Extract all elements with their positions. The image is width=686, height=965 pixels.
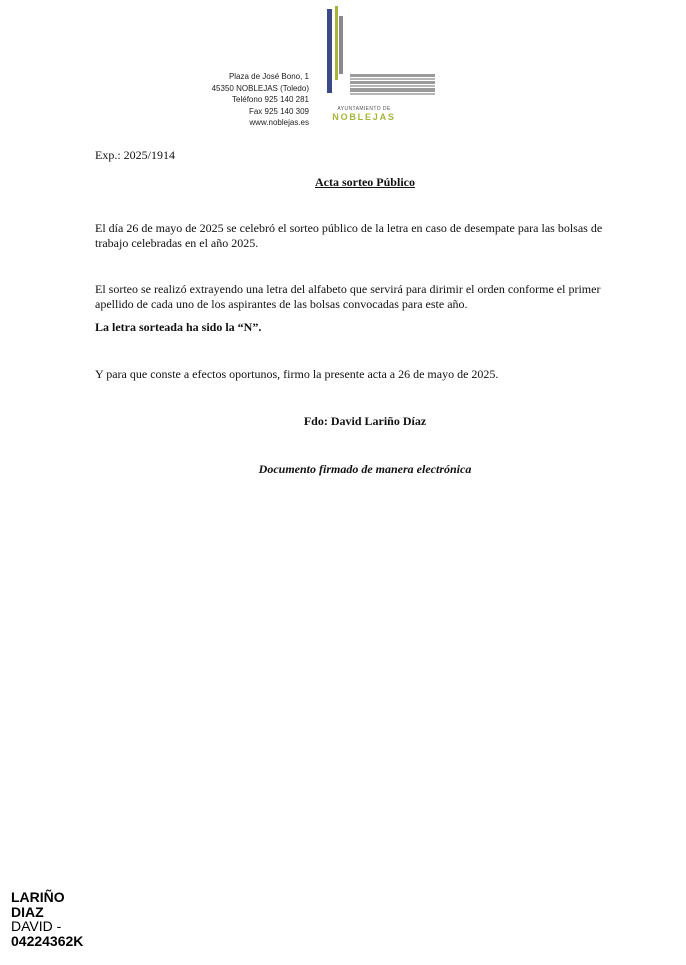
stamp-id-number: 04224362K [11, 932, 84, 949]
paragraph-closing: Y para que conste a efectos oportunos, firmo la presente acta a 26 de mayo de 2025. [95, 367, 499, 381]
logo-name-text: NOBLEJAS [332, 112, 396, 122]
logo-green-bar [335, 6, 338, 80]
stamp-given-name: DAVID - [11, 918, 62, 934]
building-icon [350, 74, 435, 95]
expedient-number: Exp.: 2025/1914 [95, 148, 175, 162]
logo-org-text: AYUNTAMIENTO DE [337, 106, 391, 112]
address-fax: Fax 925 140 309 [248, 106, 309, 116]
drawn-letter-statement: La letra sorteada ha sido la “N”. [95, 320, 262, 334]
address-city: 45350 NOBLEJAS (Toledo) [211, 83, 309, 93]
address-phone: Teléfono 925 140 281 [232, 95, 309, 104]
stamp-surname-2: DIAZ [11, 903, 44, 920]
stamp-surname-1: LARIÑO [11, 889, 65, 905]
signature-line: Fdo: David Lariño Díaz [303, 414, 427, 428]
signature-stamp [11, 890, 83, 948]
electronic-signature-note: Documento firmado de manera electrónica [258, 462, 472, 476]
document-title: Acta sorteo Público [315, 175, 415, 189]
logo-blue-bar [327, 9, 332, 93]
paragraph-procedure: El sorteo se realizó extrayendo una letra del alfabeto que servirá para dirimir el orden conforme el primer apellido de cada uno de los aspirantes de las bolsas convocadas para este año. [95, 282, 601, 311]
address-website: www.noblejas.es [249, 118, 309, 127]
paragraph-intro: El día 26 de mayo de 2025 se celebró el sorteo público de la letra en caso de desempate para las bolsas de trabajo celebradas en el año 2025. [95, 221, 603, 250]
address-street: Plaza de José Bono, 1 [228, 72, 309, 81]
logo-grey-bar [339, 16, 343, 74]
header-contact [200, 71, 309, 129]
